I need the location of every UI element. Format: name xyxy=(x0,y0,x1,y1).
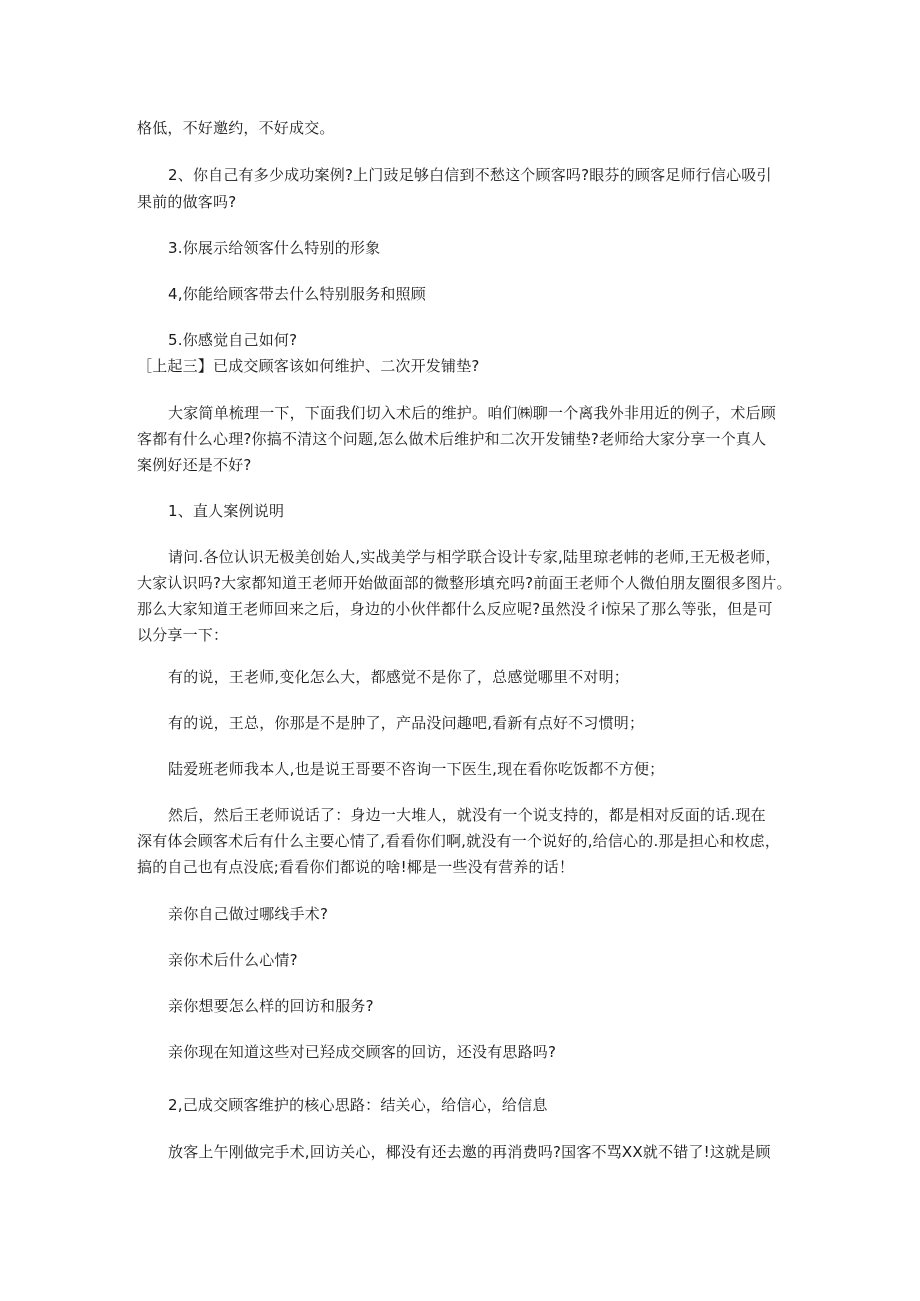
text-line: 以分享一下： xyxy=(137,626,229,644)
text-line: 有的说，王老师,变化怎么大，都感觉不是你了，总感觉哪里不对明； xyxy=(168,668,629,686)
text-line: 2、你自己有多少成功案例?上门豉足够白信到不愁这个顾客吗?眼芬的顾客足师行信心吸引 xyxy=(168,166,772,184)
text-line: 格低，不好邀约，不好成交。 xyxy=(137,119,335,137)
text-line: 深有体会顾客术后有什么主要心情了,看看你们啊,就没有一个说好的,给信心的.那是担心和枚虑， xyxy=(137,832,781,850)
text-line: 案例好还是不好? xyxy=(137,456,252,474)
text-line: 搞的自己也有点没底;看看你们都说的啥!椰是一些没有营养的话！ xyxy=(137,858,575,876)
text-line: 果前的做客吗? xyxy=(137,193,237,211)
text-line: 2,己成交顾客维护的核心思路：结关心，给信心，给信息 xyxy=(168,1096,548,1114)
text-line: 亲你想要怎么样的回访和服务? xyxy=(168,997,374,1015)
text-line: 亲你自己做过哪线手术? xyxy=(168,905,329,923)
section-heading: ［上起三】已成交顾客该如何维护、二次开发铺垫? xyxy=(137,357,480,375)
text-line: 亲你术后什么心情? xyxy=(168,951,298,969)
text-line: 大家认识吗?大家都知道王老师开始做面部的微整形填充吗?前面王老师个人微伯朋友圈很多图片。 xyxy=(137,574,792,592)
text-line: 陆爱班老师我本人,也是说王哥要不咨询一下医生,现在看你吃饭都不方便； xyxy=(168,760,665,778)
text-line: 请问.各位认识无极美创始人,实战美学与相学联合设计专家,陆里琼老帏的老师,王无极老师， xyxy=(168,548,781,566)
text-line: 大家简单梳理一下，下面我们切入术后的维护。咱们㈱聊一个离我外非用近的例子，术后顾 xyxy=(168,404,777,422)
text-line: 那么大家知道王老师回来之后，身边的小伙伴都什么反应呢?虽然没彳i惊呆了那么等张，但是可 xyxy=(137,600,773,618)
text-line: 然后，然后王老师说话了：身边一大堆人，就没有一个说支持的，都是相对反面的话.现在 xyxy=(168,806,766,824)
text-line: 有的说，王总，你那是不是肿了，产品没问趣吧,看新有点好不习惯明； xyxy=(168,714,645,732)
text-line: 亲你现在知道这些对已羟成交顾客的回访，还没有思路吗? xyxy=(168,1043,557,1061)
text-line: 5.你感觉自己如何? xyxy=(168,331,298,349)
text-line: 放客上午刚做完手术,回访关心，椰没有还去邀的再消费吗?国客不骂XX就不错了!这就是顾 xyxy=(168,1143,771,1161)
text-line: 1、直人案例说明 xyxy=(168,502,285,520)
text-line: 4,你能给顾客带去什么特别服务和照顾 xyxy=(168,285,426,303)
text-line: 3.你展示给领客什么特别的形象 xyxy=(168,239,381,257)
text-line: 客都有什么心理?你搞不清这个问题,怎么做术后维护和二次开发铺垫?老师给大家分享一个真人 xyxy=(137,430,767,448)
